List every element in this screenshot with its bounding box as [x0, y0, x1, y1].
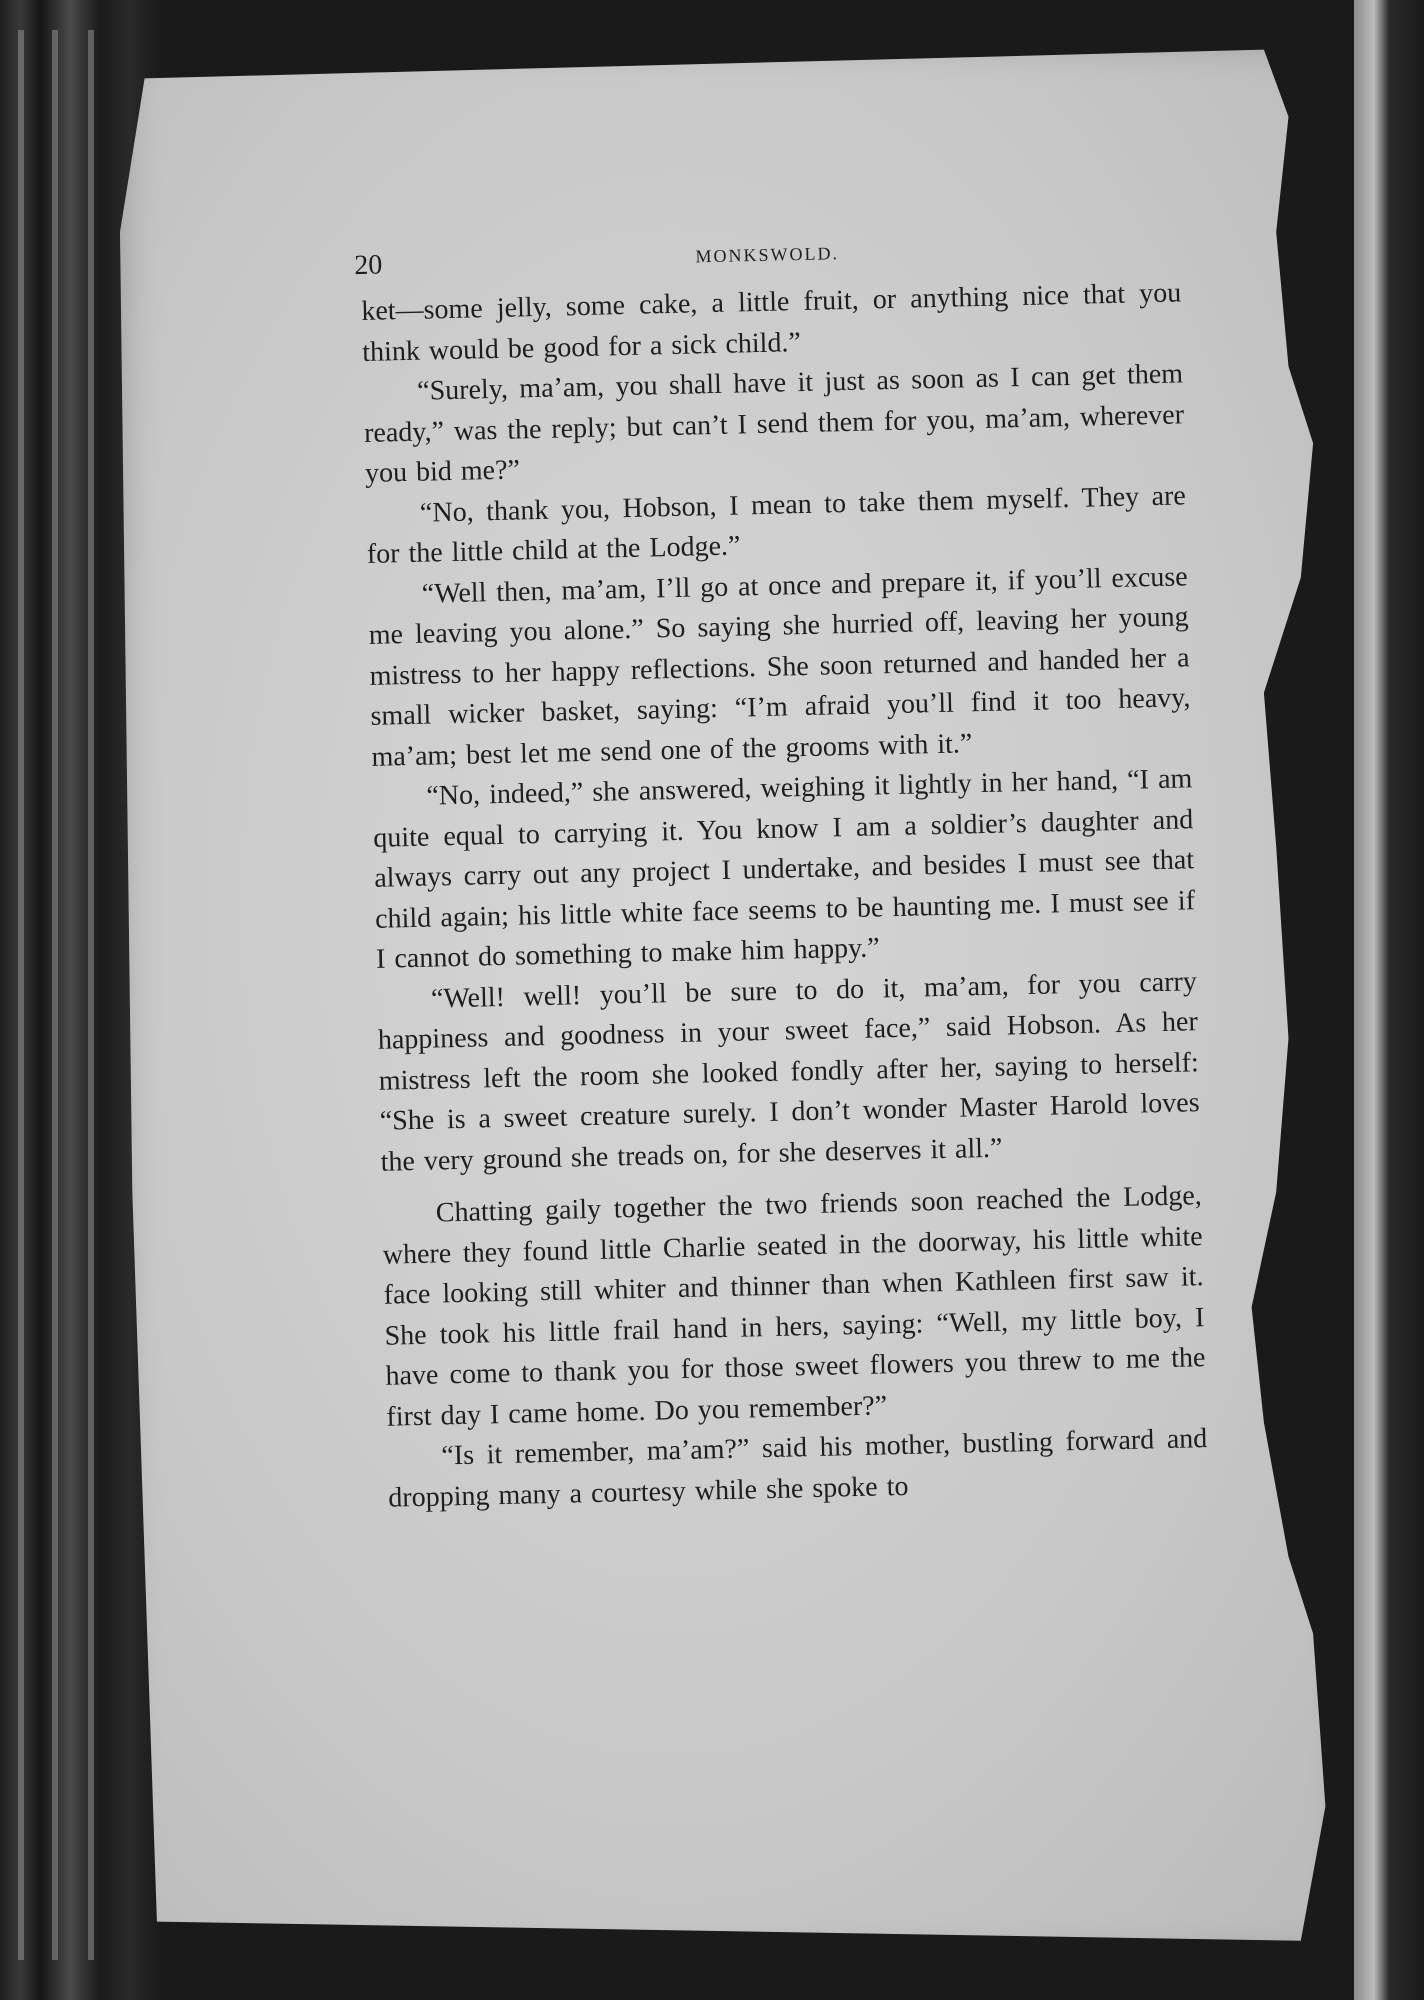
book-edge-strip [18, 30, 24, 1960]
paragraph: “No, thank you, Hobson, I mean to take them myself. They are for the little child at the Lodge.” [366, 479, 1187, 570]
paragraph: Chatting gaily together the two friends soon reached the Lodge, where they found little Charlie seated in the doorway, his little white face looking still whiter and thinner than when Kathleen first saw it. She took his little frail hand in hers, saying: “Well, my little boy, I have come to thank you for those sweet flowers you threw to me the first day I came home. Do you remember?” [382, 1180, 1206, 1433]
right-margin-shadow [1354, 0, 1424, 2000]
paragraph: “Surely, ma’am, you shall have it just as soon as I can get them ready,” was the reply; but can’t I send them for you, ma’am, wherever you bid me?” [363, 358, 1185, 489]
page-number: 20 [354, 249, 383, 282]
page-content [354, 231, 1209, 1518]
paragraph: “Well then, ma’am, I’ll go at once and prepare it, if you’ll excuse me leaving you alone.” So saying she hurried off, leaving her young mistress to her happy reflections. She soon returned and handed her a small wicker basket, saying: “I’m afraid you’ll find it too heavy, ma’am; best let me send one of the grooms with it.” [368, 560, 1191, 773]
paragraph: ket—some jelly, some cake, a little fruit, or anything nice that you think would be good for a sick child.” [361, 277, 1182, 368]
paragraph: “Well! well! you’ll be sure to do it, ma’am, for you carry happiness and goodness in your sweet face,” said Hobson. As her mistress left the room she looked fondly after her, saying to herself: “She is a sweet creature surely. I don’t wonder Master Harold loves the very ground she treads on, for she deserves it all.” [377, 965, 1200, 1178]
paragraph: “Is it remember, ma’am?” said his mother, bustling forward and dropping many a courtesy while she spoke to [387, 1423, 1208, 1514]
book-edge-strip [52, 30, 58, 1960]
book-edge-strip [88, 30, 94, 1960]
paragraph: “No, indeed,” she answered, weighing it lightly in her hand, “I am quite equal to carrying it. You know I am a soldier’s daughter and always carry out any project I undertake, and besides I must see that child again; his little white face seems to be haunting me. I must see if I cannot do something to make him happy.” [372, 763, 1196, 975]
running-title: MONKSWOLD. [695, 243, 840, 267]
